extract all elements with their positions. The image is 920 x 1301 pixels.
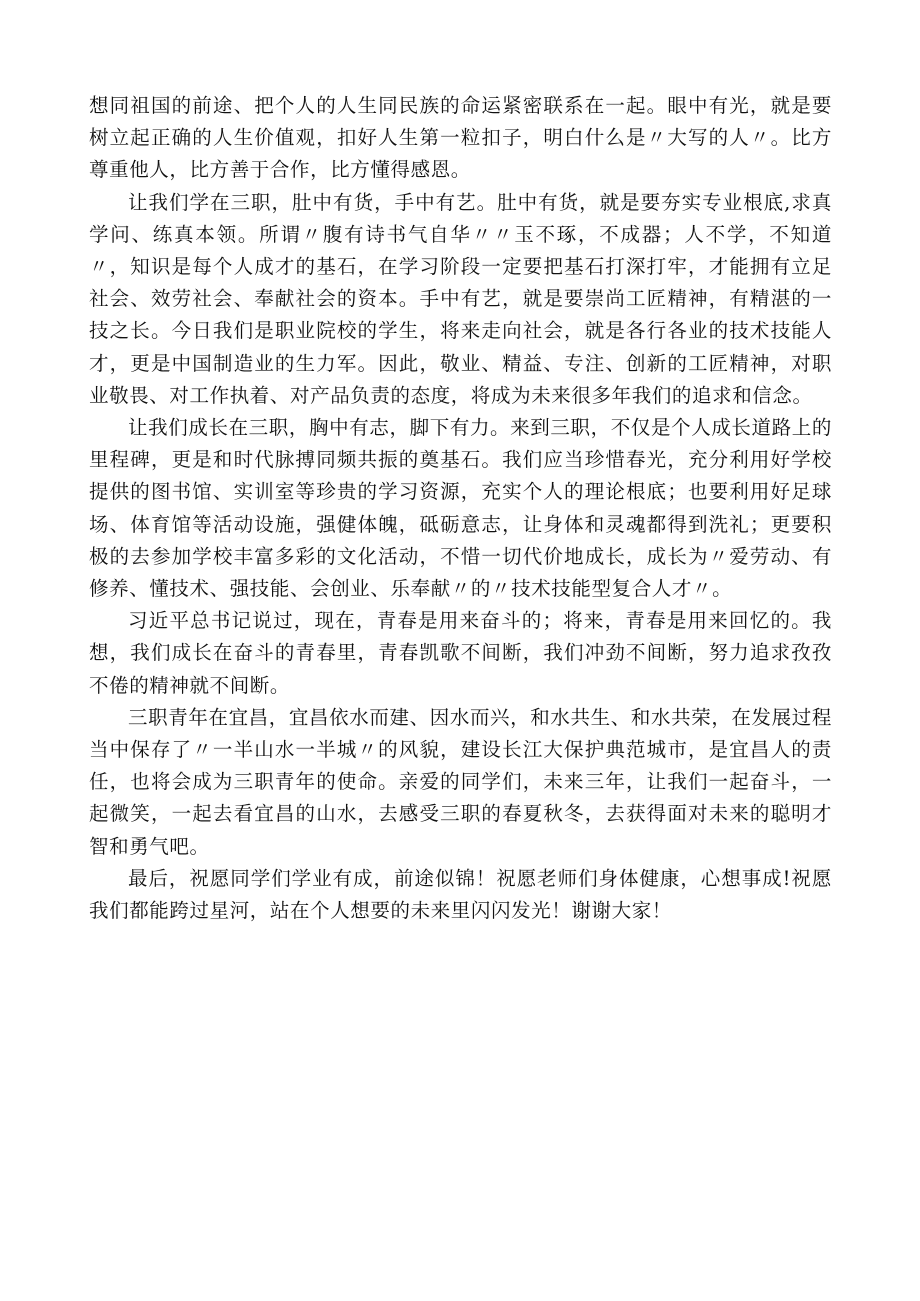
paragraph-yichang: 三职青年在宜昌，宜昌依水而建、因水而兴，和水共生、和水共荣，在发展过程当中保存了〃一半山水一半城〃的风貌，建设长江大保护典范城市，是宜昌人的责任，也将会成为三职青年的使命。亲爱的同学们，未来三年，让我们一起奋斗，一起微笑，一起去看宜昌的山水，去感受三职的春夏秋冬，去获得面对未来的聪明才智和勇气吧。 xyxy=(89,705,832,858)
paragraph-growth: 让我们成长在三职，胸中有志，脚下有力。来到三职，不仅是个人成长道路上的里程碑，更是和时代脉搏同频共振的奠基石。我们应当珍惜春光，充分利用好学校提供的图书馆、实训室等珍贵的学习资源，充实个人的理论根底；也要利用好足球场、体育馆等活动设施，强健体魄，砥砺意志，让身体和灵魂都得到洗礼；更要积极的去参加学校丰富多彩的文化活动，不惜一切代价地成长，成长为〃爱劳动、有修养、懂技术、强技能、会创业、乐奉献〃的〃技术技能型复合人才〃。 xyxy=(89,416,832,601)
paragraph-youth: 习近平总书记说过，现在，青春是用来奋斗的；将来，青春是用来回忆的。我想，我们成长在奋斗的青春里，青春凯歌不间断，我们冲劲不间断，努力追求孜孜不倦的精神就不间断。 xyxy=(89,609,832,697)
paragraph-study: 让我们学在三职，肚中有货，手中有艺。肚中有货，就是要夯实专业根底,求真学问、练真本领。所谓〃腹有诗书气自华〃〃玉不琢，不成器；人不学，不知道〃，知识是每个人成才的基石，在学习阶段一定要把基石打深打牢，才能拥有立足社会、效劳社会、奉献社会的资本。手中有艺，就是要崇尚工匠精神，有精湛的一技之长。今日我们是职业院校的学生，将来走向社会，就是各行各业的技术技能人才，更是中国制造业的生力军。因此，敬业、精益、专注、创新的工匠精神，对职业敬畏、对工作执着、对产品负责的态度，将成为未来很多年我们的追求和信念。 xyxy=(89,190,832,407)
document-body xyxy=(89,90,832,927)
paragraph-continuation: 想同祖国的前途、把个人的人生同民族的命运紧密联系在一起。眼中有光，就是要树立起正确的人生价值观，扣好人生第一粒扣子，明白什么是〃大写的人〃。比方尊重他人，比方善于合作，比方懂得感恩。 xyxy=(89,94,832,182)
paragraph-closing: 最后，祝愿同学们学业有成，前途似锦！祝愿老师们身体健康，心想事成!祝愿我们都能跨过星河，站在个人想要的未来里闪闪发光！谢谢大家！ xyxy=(89,866,832,923)
